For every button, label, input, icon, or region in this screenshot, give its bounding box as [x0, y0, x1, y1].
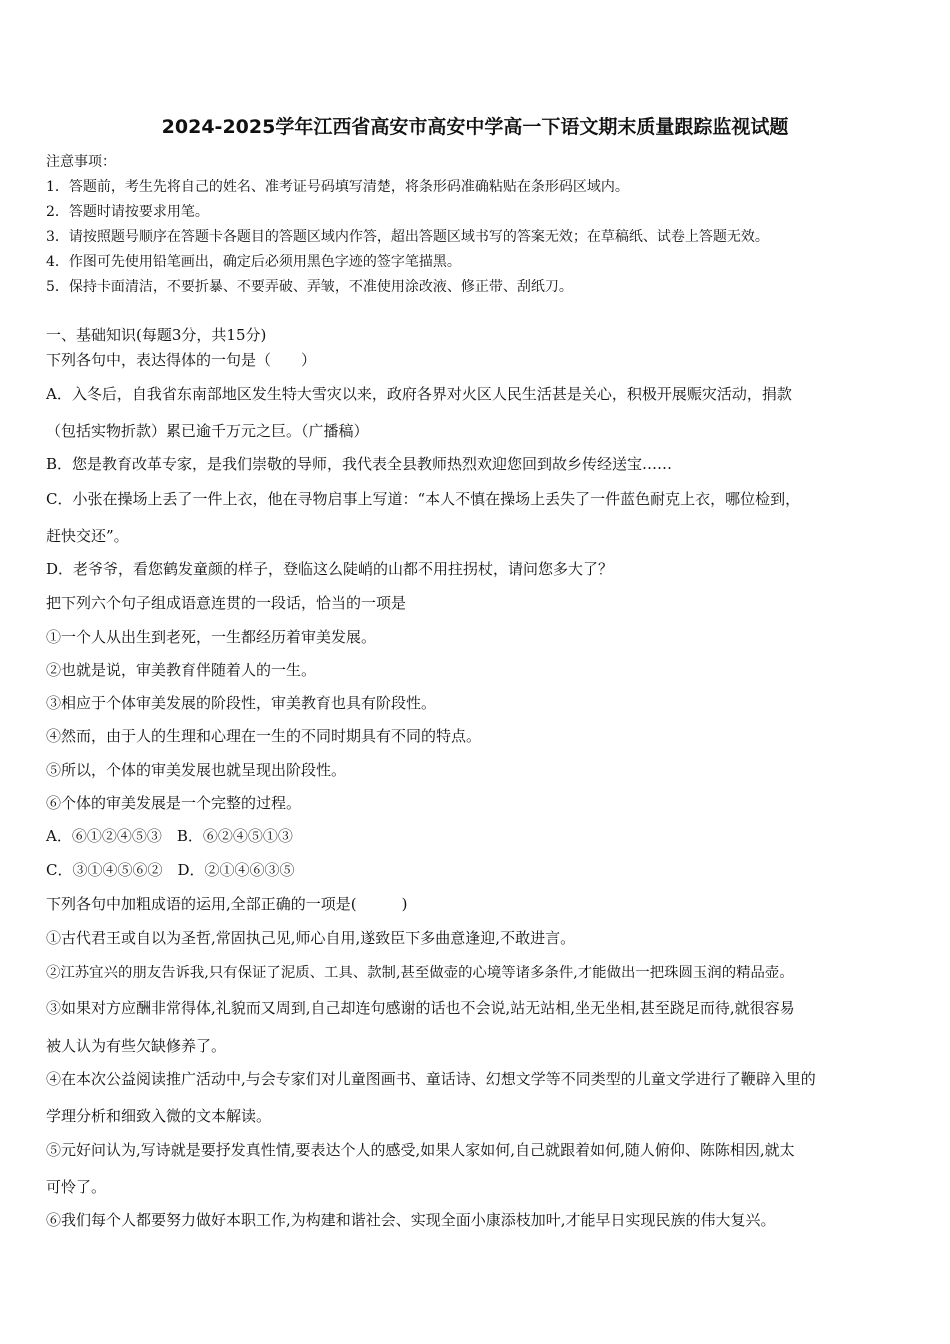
q2-sentence-4: ④然而，由于人的生理和心理在一生的不同时期具有不同的特点。: [46, 727, 482, 745]
q2-sentence-1: ①一个人从出生到老死，一生都经历着审美发展。: [46, 628, 377, 646]
q3-sentence-4-line1: ④在本次公益阅读推广活动中,与会专家们对儿童图画书、童话诗、幻想文学等不同类型的儿童文学进行了鞭辟入里的: [46, 1070, 816, 1088]
q2-sentence-2: ②也就是说，审美教育伴随着人的一生。: [46, 661, 317, 679]
notice-item-1: 1．答题前，考生先将自己的姓名、准考证号码填写清楚，将条形码准确粘贴在条形码区域内。: [46, 179, 629, 195]
q2-options-cd: C．③①④⑤⑥② D．②①④⑥③⑤: [46, 861, 295, 879]
q3-stem: 下列各句中加粗成语的运用,全部正确的一项是( ): [46, 895, 408, 913]
notice-item-4: 4．作图可先使用铅笔画出，确定后必须用黑色字迹的签字笔描黑。: [46, 254, 461, 270]
q1-stem: 下列各句中，表达得体的一句是（ ）: [46, 351, 317, 369]
section-heading: 一、基础知识(每题3分，共15分): [46, 326, 267, 344]
q1-option-c-line1: C．小张在操场上丢了一件上衣，他在寻物启事上写道：“本人不慎在操场上丢失了一件蓝色耐克上衣，哪位检到，: [46, 490, 801, 508]
notice-heading: 注意事项：: [46, 154, 116, 170]
page-title: 2024-2025学年江西省高安市高安中学高一下语文期末质量跟踪监视试题: [161, 116, 789, 138]
q1-option-a-line2: （包括实物折款）累已逾千万元之巨。（广播稿）: [46, 422, 369, 440]
q2-stem: 把下列六个句子组成语意连贯的一段话，恰当的一项是: [46, 594, 407, 612]
q3-sentence-5-line1: ⑤元好问认为,写诗就是要抒发真性情,要表达个人的感受,如果人家如何,自己就跟着如何,随人俯仰、陈陈相因,就太: [46, 1141, 795, 1159]
q2-sentence-5: ⑤所以，个体的审美发展也就呈现出阶段性。: [46, 761, 347, 779]
notice-item-3: 3．请按照题号顺序在答题卡各题目的答题区域内作答，超出答题区域书写的答案无效；在草稿纸、试卷上答题无效。: [46, 229, 769, 245]
q3-sentence-3-line2: 被人认为有些欠缺修养了。: [46, 1037, 227, 1055]
q1-option-a-line1: A．入冬后，自我省东南部地区发生特大雪灾以来，政府各界对火区人民生活甚是关心，积极开展赈灾活动，捐款: [46, 385, 792, 403]
q2-sentence-3: ③相应于个体审美发展的阶段性，审美教育也具有阶段性。: [46, 694, 437, 712]
q3-sentence-3-line1: ③如果对方应酬非常得体,礼貌而又周到,自己却连句感谢的话也不会说,站无站相,坐无坐相,甚至跷足而待,就很容易: [46, 999, 795, 1017]
q3-sentence-6: ⑥我们每个人都要努力做好本职工作,为构建和谐社会、实现全面小康添枝加叶,才能早日实现民族的伟大复兴。: [46, 1211, 776, 1229]
q3-sentence-5-line2: 可怜了。: [46, 1178, 107, 1196]
notice-item-2: 2．答题时请按要求用笔。: [46, 204, 209, 220]
q1-option-d: D．老爷爷，看您鹤发童颜的样子，登临这么陡峭的山都不用拄拐杖，请问您多大了？: [46, 560, 614, 578]
q3-sentence-1: ①古代君王或自以为圣哲,常固执己见,师心自用,遂致臣下多曲意逢迎,不敢进言。: [46, 929, 576, 947]
q1-option-c-line2: 赶快交还”。: [46, 527, 129, 545]
q3-sentence-2: ②江苏宜兴的朋友告诉我,只有保证了泥质、工具、款制,甚至做壶的心境等诸多条件,才能做出一把珠圆玉润的精品壶。: [46, 965, 794, 981]
notice-item-5: 5．保持卡面清洁，不要折暴、不要弄破、弄皱，不准使用涂改液、修正带、刮纸刀。: [46, 279, 573, 295]
q1-option-b: B．您是教育改革专家，是我们崇敬的导师，我代表全县教师热烈欢迎您回到故乡传经送宝……: [46, 455, 673, 473]
q2-sentence-6: ⑥个体的审美发展是一个完整的过程。: [46, 794, 302, 812]
q3-sentence-4-line2: 学理分析和细致入微的文本解读。: [46, 1107, 272, 1125]
q2-options-ab: A．⑥①②④⑤③ B．⑥②④⑤①③: [46, 827, 293, 845]
